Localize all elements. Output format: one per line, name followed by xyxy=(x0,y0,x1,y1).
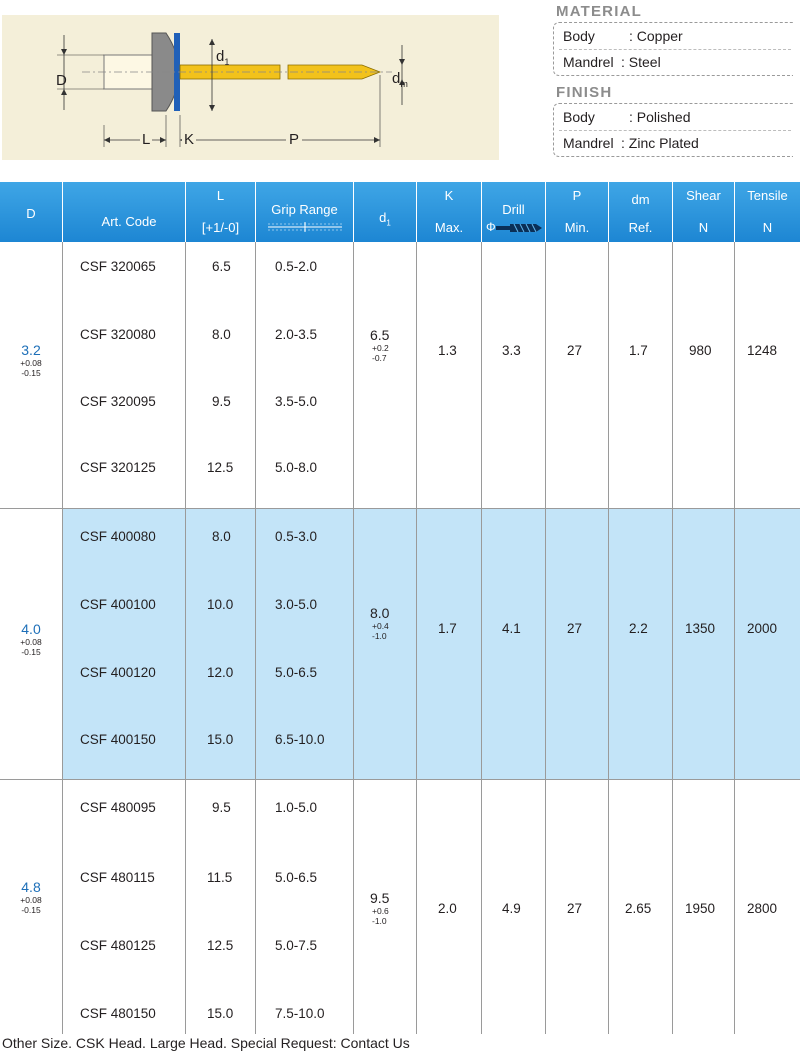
finish-title: FINISH xyxy=(556,84,613,101)
k-value: 2.0 xyxy=(438,901,457,916)
rivet-drawing xyxy=(2,15,499,160)
l-value: 15.0 xyxy=(207,1006,234,1021)
header-dm: dm Ref. xyxy=(608,182,672,242)
table-row: CSF 480150 xyxy=(80,1006,156,1021)
highlight-group-bg xyxy=(62,508,800,779)
dim-L-label: L xyxy=(142,131,151,148)
table-row: CSF 400120 xyxy=(80,665,156,680)
header-shear: Shear N xyxy=(672,182,734,242)
shear-value: 980 xyxy=(689,343,712,358)
p-value: 27 xyxy=(567,621,583,636)
table-row: CSF 480125 xyxy=(80,938,156,953)
l-value: 8.0 xyxy=(212,327,231,342)
table-row: CSF 400100 xyxy=(80,597,156,612)
p-value: 27 xyxy=(567,343,583,358)
header-P: P Min. xyxy=(545,182,608,242)
dm-value: 1.7 xyxy=(629,343,648,358)
finish-body-row: Body : Polished xyxy=(563,109,691,125)
grip-value: 5.0-6.5 xyxy=(275,870,318,885)
dim-K-label: K xyxy=(184,131,195,148)
table-row: CSF 320065 xyxy=(80,259,156,274)
spec-panel xyxy=(553,0,800,160)
l-value: 12.5 xyxy=(207,460,234,475)
l-value: 12.5 xyxy=(207,938,234,953)
rivet-diagram xyxy=(2,15,499,160)
k-value: 1.3 xyxy=(438,343,457,358)
table-row: CSF 320080 xyxy=(80,327,156,342)
header-K: K Max. xyxy=(416,182,481,242)
header-D: D xyxy=(0,182,62,242)
rivet-body xyxy=(104,55,152,89)
drill-phi-symbol: Φ xyxy=(486,220,496,234)
dm-value: 2.65 xyxy=(625,901,652,916)
table-row: CSF 320125 xyxy=(80,460,156,475)
l-value: 12.0 xyxy=(207,665,234,680)
table-row: CSF 400080 xyxy=(80,529,156,544)
material-title: MATERIAL xyxy=(556,3,642,20)
tensile-value: 2800 xyxy=(747,901,778,916)
table-row: CSF 400150 xyxy=(80,732,156,747)
l-value: 8.0 xyxy=(212,529,231,544)
grip-value: 0.5-2.0 xyxy=(275,259,318,274)
l-value: 15.0 xyxy=(207,732,234,747)
shear-value: 1350 xyxy=(685,621,716,636)
drill-value: 4.9 xyxy=(502,901,521,916)
l-value: 6.5 xyxy=(212,259,231,274)
finish-mandrel-row: Mandrel : Zinc Plated xyxy=(563,135,699,151)
d-value: 4.8 +0.08 -0.15 xyxy=(20,879,42,915)
spec-table xyxy=(0,182,800,1034)
dim-d1-label: $d_1$ xyxy=(216,48,230,67)
dm-value: 2.2 xyxy=(629,621,648,636)
footer-note: Other Size. CSK Head. Large Head. Special Request: Contact Us xyxy=(2,1035,410,1051)
table-row: CSF 320095 xyxy=(80,394,156,409)
material-mandrel-row: Mandrel : Steel xyxy=(563,54,661,70)
grip-value: 0.5-3.0 xyxy=(275,529,318,544)
table-row: CSF 480115 xyxy=(80,870,155,885)
shear-value: 1950 xyxy=(685,901,716,916)
drill-value: 3.3 xyxy=(502,343,521,358)
grip-value: 3.0-5.0 xyxy=(275,597,318,612)
p-value: 27 xyxy=(567,901,583,916)
grip-value: 5.0-8.0 xyxy=(275,460,318,475)
drill-value: 4.1 xyxy=(502,621,521,636)
header-L: L [+1/-0] xyxy=(185,182,255,242)
header-drill: Drill Φ xyxy=(481,182,545,242)
d-value: 3.2 +0.08 -0.15 xyxy=(20,342,42,378)
k-value: 1.7 xyxy=(438,621,457,636)
dim-P-label: P xyxy=(286,131,302,148)
tensile-value: 1248 xyxy=(747,343,778,358)
material-body-row: Body : Copper xyxy=(563,28,683,44)
l-value: 10.0 xyxy=(207,597,234,612)
header-tensile: Tensile N xyxy=(734,182,800,242)
header-grip-range: Grip Range xyxy=(255,182,353,242)
dim-D-label: D xyxy=(56,72,67,89)
grip-value: 3.5-5.0 xyxy=(275,394,318,409)
grip-value: 5.0-6.5 xyxy=(275,665,318,680)
grip-value: 6.5-10.0 xyxy=(275,732,325,747)
header-d1: $d_1$ xyxy=(353,182,416,242)
d-value: 4.0 +0.08 -0.15 xyxy=(20,621,42,657)
drill-bit-icon xyxy=(496,223,542,233)
dim-dm-label: $d_m$ xyxy=(392,70,408,89)
grip-range-icon xyxy=(268,222,342,232)
l-value: 11.5 xyxy=(207,870,233,885)
grip-value: 7.5-10.0 xyxy=(275,1006,325,1021)
d1-value: 9.5 +0.6 -1.0 xyxy=(370,890,390,926)
l-value: 9.5 xyxy=(212,394,231,409)
grip-value: 2.0-3.5 xyxy=(275,327,318,342)
grip-value: 1.0-5.0 xyxy=(275,800,318,815)
header-art-code: Art. Code xyxy=(62,182,185,242)
tensile-value: 2000 xyxy=(747,621,778,636)
grip-value: 5.0-7.5 xyxy=(275,938,318,953)
l-value: 9.5 xyxy=(212,800,231,815)
d1-value: 6.5 +0.2 -0.7 xyxy=(370,327,390,363)
d1-value: 8.0 +0.4 -1.0 xyxy=(370,605,390,641)
table-row: CSF 480095 xyxy=(80,800,156,815)
